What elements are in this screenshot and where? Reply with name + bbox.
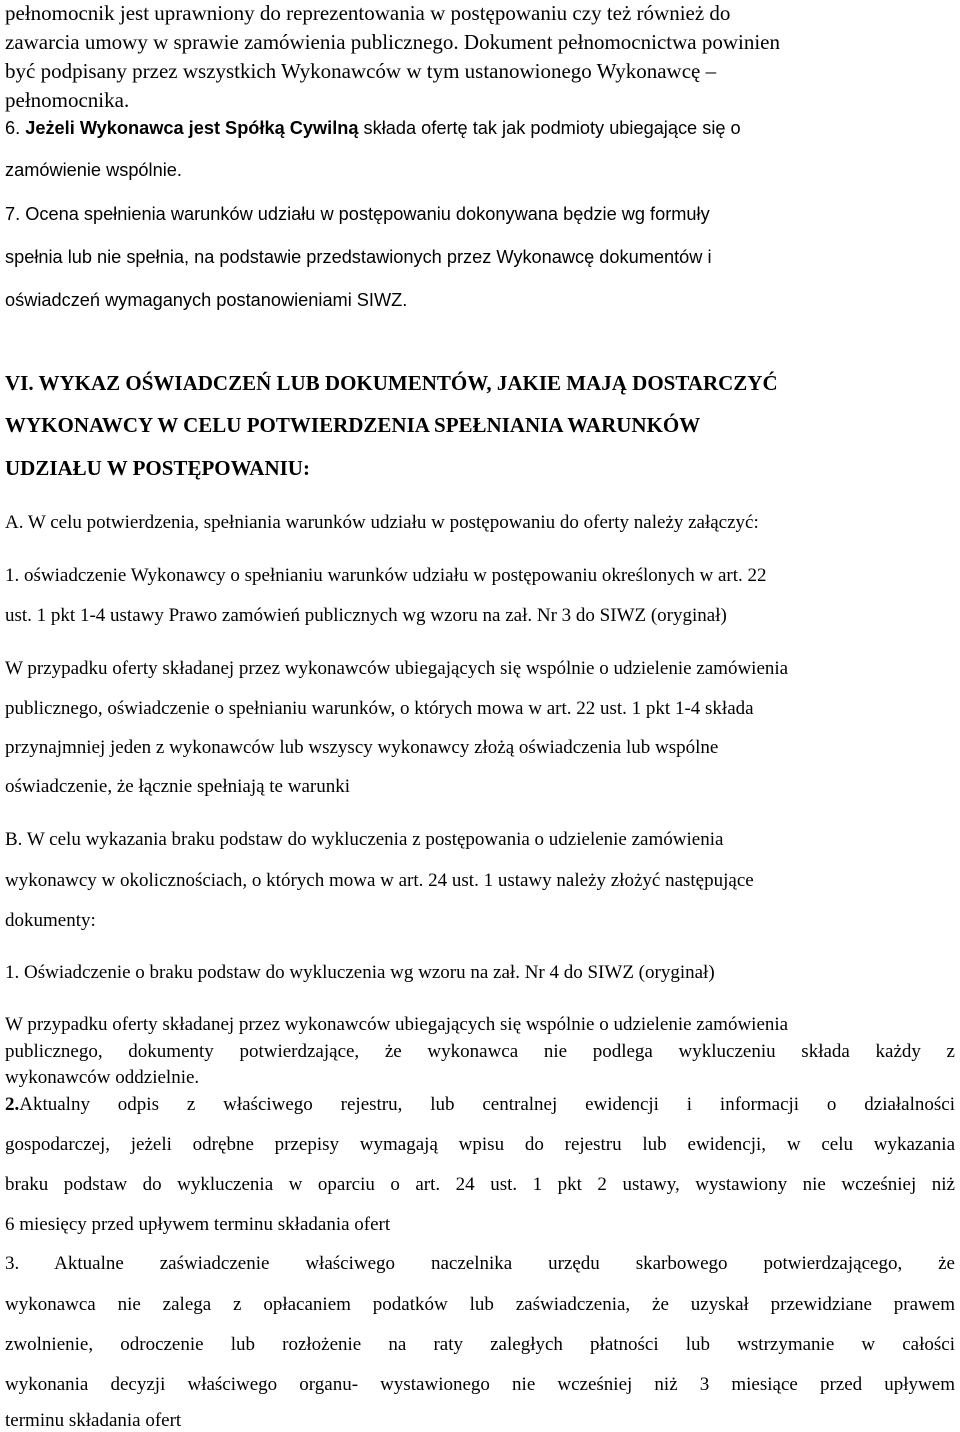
part-b-item-2-text: Aktualny odpis z właściwego rejestru, lub centralnej ewidencji i informacji o działalności bbox=[19, 1094, 955, 1115]
part-b-note: W przypadku oferty składanej przez wykonawców ubiegających się wspólnie o udzielenie zamówienia bbox=[5, 1014, 789, 1035]
intro-line: być podpisany przez wszystkich Wykonawców w tym ustanowionego Wykonawcę – bbox=[5, 59, 717, 83]
item-7-line: oświadczeń wymaganych postanowieniami SIWZ. bbox=[5, 290, 408, 310]
section-heading: UDZIAŁU W POSTĘPOWANIU: bbox=[5, 456, 310, 480]
intro-line: pełnomocnika. bbox=[5, 88, 130, 112]
part-b-note: publicznego, dokumenty potwierdzające, że wykonawca nie podlega wykluczeniu składa każdy z bbox=[5, 1041, 955, 1062]
part-b-item-3: terminu składania ofert bbox=[5, 1410, 182, 1431]
part-b-item-1: 1. Oświadczenie o braku podstaw do wykluczenia wg wzoru na zał. Nr 4 do SIWZ (oryginał) bbox=[5, 962, 715, 983]
part-b-item-2-number: 2. bbox=[5, 1094, 20, 1115]
part-b-intro: B. W celu wykazania braku podstaw do wykluczenia z postępowania o udzielenie zamówienia bbox=[5, 829, 724, 850]
part-b-item-3: wykonania decyzji właściwego organu- wystawionego nie wcześniej niż 3 miesiące przed upływem bbox=[5, 1374, 955, 1395]
item-7-line: 7. Ocena spełnienia warunków udziału w postępowaniu dokonywana będzie wg formuły bbox=[5, 204, 710, 224]
item-6-text: składa ofertę tak jak podmioty ubiegające się o bbox=[358, 118, 741, 138]
part-a-item-1: ust. 1 pkt 1-4 ustawy Prawo zamówień publicznych wg wzoru na zał. Nr 3 do SIWZ (oryginał) bbox=[5, 605, 727, 626]
part-b-item-3: 3. Aktualne zaświadczenie właściwego naczelnika urzędu skarbowego potwierdzającego, że bbox=[5, 1253, 955, 1274]
part-a-intro: A. W celu potwierdzenia, spełniania warunków udziału w postępowaniu do oferty należy załączyć: bbox=[5, 512, 759, 533]
part-b-item-3: zwolnienie, odroczenie lub rozłożenie na raty zaległych płatności lub wstrzymanie w całości bbox=[5, 1334, 955, 1355]
part-a-note: oświadczenie, że łącznie spełniają te warunki bbox=[5, 776, 350, 797]
part-b-item-2 bbox=[5, 1094, 955, 1116]
item-6-line: zamówienie wspólnie. bbox=[5, 160, 182, 180]
item-6-number: 6. bbox=[5, 118, 21, 138]
intro-line: zawarcia umowy w sprawie zamówienia publicznego. Dokument pełnomocnictwa powinien bbox=[5, 30, 781, 54]
part-b-item-3: wykonawca nie zalega z opłacaniem podatków lub zaświadczenia, że uzyskał przewidziane prawem bbox=[5, 1294, 955, 1315]
item-6-bold-text: Jeżeli Wykonawca jest Spółką Cywilną bbox=[25, 118, 359, 138]
part-a-note: publicznego, oświadczenie o spełnianiu warunków, o których mowa w art. 22 ust. 1 pkt 1-4 składa bbox=[5, 698, 754, 719]
part-a-note: W przypadku oferty składanej przez wykonawców ubiegających się wspólnie o udzielenie zamówienia bbox=[5, 658, 789, 679]
part-b-intro: wykonawcy w okolicznościach, o których mowa w art. 24 ust. 1 ustawy należy złożyć następujące bbox=[5, 870, 754, 891]
part-b-item-2: braku podstaw do wykluczenia w oparciu o art. 24 ust. 1 pkt 2 ustawy, wystawiony nie wcześniej niż bbox=[5, 1174, 955, 1195]
part-b-item-2: gospodarczej, jeżeli odrębne przepisy wymagają wpisu do rejestru lub ewidencji, w celu wykazania bbox=[5, 1134, 955, 1155]
part-a-item-1: 1. oświadczenie Wykonawcy o spełnianiu warunków udziału w postępowaniu określonych w art. 22 bbox=[5, 565, 767, 586]
part-a-note: przynajmniej jeden z wykonawców lub wszyscy wykonawcy złożą oświadczenia lub wspólne bbox=[5, 737, 719, 758]
intro-line: pełnomocnik jest uprawniony do reprezentowania w postępowaniu czy też również do bbox=[5, 1, 731, 25]
item-7-line: spełnia lub nie spełnia, na podstawie przedstawionych przez Wykonawcę dokumentów i bbox=[5, 247, 712, 267]
part-b-item-2: 6 miesięcy przed upływem terminu składania ofert bbox=[5, 1214, 391, 1235]
item-6-line bbox=[5, 117, 741, 139]
part-b-note: wykonawców oddzielnie. bbox=[5, 1067, 200, 1088]
part-b-intro: dokumenty: bbox=[5, 910, 96, 931]
section-heading: WYKONAWCY W CELU POTWIERDZENIA SPEŁNIANIA WARUNKÓW bbox=[5, 413, 701, 437]
section-heading: VI. WYKAZ OŚWIADCZEŃ LUB DOKUMENTÓW, JAKIE MAJĄ DOSTARCZYĆ bbox=[5, 371, 778, 395]
